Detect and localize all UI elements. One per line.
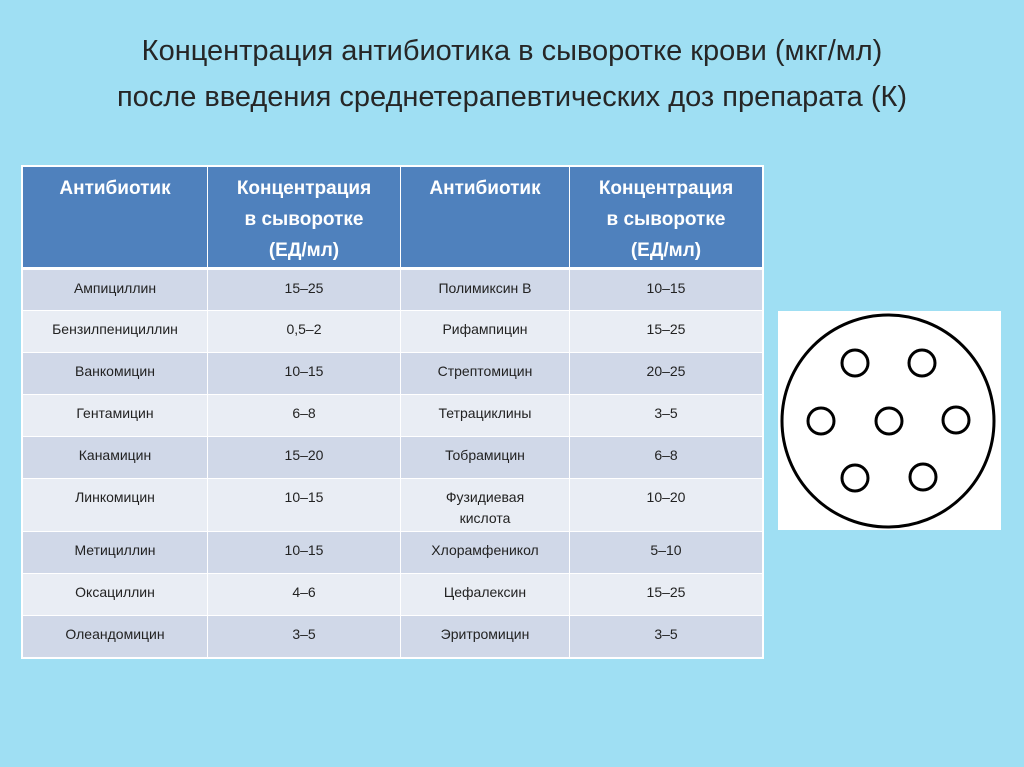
right-antibiotic-name: Цефалексин (401, 574, 570, 616)
header-conc-line-2: в сыворотке (244, 209, 364, 230)
antibiotic-disk (876, 408, 902, 434)
header-conc-line-3: (ЕД/мл) (268, 240, 340, 261)
left-antibiotic-name: Гентамицин (23, 395, 208, 437)
left-antibiotic-name: Канамицин (23, 437, 208, 479)
table-row (23, 616, 763, 658)
right-concentration: 10–20 (570, 479, 763, 532)
right-concentration: 15–25 (570, 574, 763, 616)
left-antibiotic-name: Олеандомицин (23, 616, 208, 658)
header-conc-line-1: Концентрация (236, 178, 372, 199)
left-concentration: 10–15 (208, 479, 401, 532)
right-antibiotic-name: Хлорамфеникол (401, 532, 570, 574)
left-concentration: 0,5–2 (208, 311, 401, 353)
right-concentration: 20–25 (570, 353, 763, 395)
table-header-row (23, 167, 763, 269)
right-antibiotic-name: Тобрамицин (401, 437, 570, 479)
left-antibiotic-name: Ванкомицин (23, 353, 208, 395)
header-antibiotic-right: Антибиотик (401, 167, 570, 269)
header-concentration-right (570, 167, 763, 269)
left-antibiotic-name: Бензилпенициллин (23, 311, 208, 353)
left-concentration: 10–15 (208, 353, 401, 395)
table-row (23, 395, 763, 437)
left-concentration: 15–20 (208, 437, 401, 479)
table-row (23, 532, 763, 574)
right-antibiotic-name (401, 479, 570, 532)
right-antibiotic-name-text: Фузидиевая кислота (445, 489, 525, 526)
header-conc-line-1: Концентрация (598, 178, 734, 199)
title-line-1: Концентрация антибиотика в сыворотке крови (мкг/мл) (141, 35, 883, 67)
left-antibiotic-name: Метициллин (23, 532, 208, 574)
right-antibiotic-name: Полимиксин В (401, 269, 570, 311)
left-antibiotic-name: Оксациллин (23, 574, 208, 616)
table-row (23, 574, 763, 616)
antibiotic-disk (910, 464, 936, 490)
antibiotic-disk-diagram (778, 311, 1001, 530)
left-concentration: 3–5 (208, 616, 401, 658)
slide-title (40, 28, 984, 120)
disk-diagram-svg (778, 311, 1001, 530)
left-concentration: 10–15 (208, 532, 401, 574)
right-antibiotic-name: Эритромицин (401, 616, 570, 658)
antibiotic-disk (842, 350, 868, 376)
header-antibiotic-left: Антибиотик (23, 167, 208, 269)
concentration-table (22, 166, 763, 658)
left-antibiotic-name: Ампициллин (23, 269, 208, 311)
right-concentration: 3–5 (570, 395, 763, 437)
header-conc-line-3: (ЕД/мл) (630, 240, 702, 261)
right-antibiotic-name: Стрептомицин (401, 353, 570, 395)
right-concentration: 10–15 (570, 269, 763, 311)
table-row (23, 437, 763, 479)
antibiotic-disk (808, 408, 834, 434)
antibiotic-disk (842, 465, 868, 491)
right-concentration: 15–25 (570, 311, 763, 353)
left-concentration: 6–8 (208, 395, 401, 437)
table-row (23, 479, 763, 532)
header-concentration-left (208, 167, 401, 269)
right-concentration: 3–5 (570, 616, 763, 658)
right-antibiotic-name: Тетрациклины (401, 395, 570, 437)
right-concentration: 5–10 (570, 532, 763, 574)
title-line-2: после введения среднетерапевтических доз препарата (К) (116, 81, 908, 113)
antibiotic-disk (943, 407, 969, 433)
right-antibiotic-name: Рифампицин (401, 311, 570, 353)
left-antibiotic-name: Линкомицин (23, 479, 208, 532)
table-row (23, 353, 763, 395)
table-row (23, 269, 763, 311)
header-conc-line-2: в сыворотке (606, 209, 726, 230)
antibiotic-disk (909, 350, 935, 376)
table-row (23, 311, 763, 353)
left-concentration: 4–6 (208, 574, 401, 616)
right-concentration: 6–8 (570, 437, 763, 479)
left-concentration: 15–25 (208, 269, 401, 311)
